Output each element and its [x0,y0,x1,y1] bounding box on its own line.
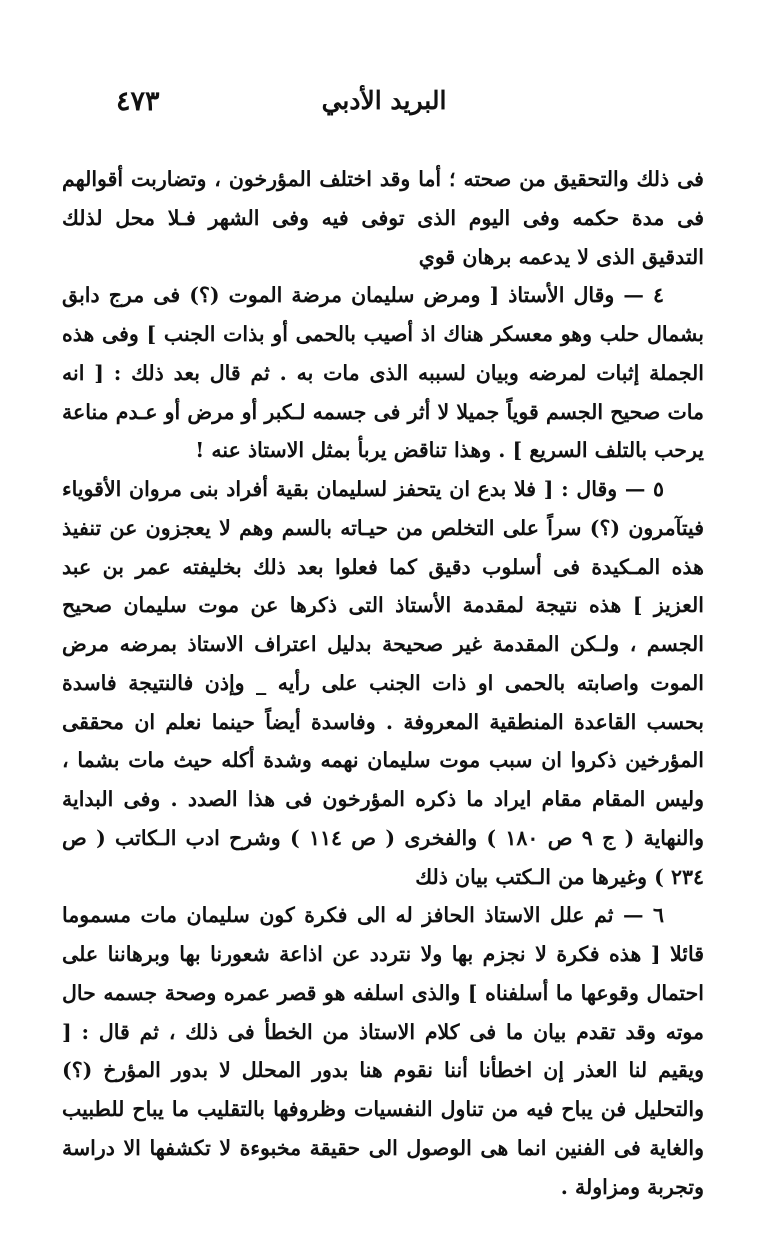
journal-name: البريد الأدبي [321,86,447,115]
article-body [62,160,704,1206]
paragraph-4: ٦ — ثم علل الاستاذ الحافز له الى فكرة كون سليمان مات مسموما قائلا [ هذه فكرة لا نجزم بها ولا نتردد عن اذاعة شعورنا بها وبرهاننا على احتمال وقوعها ما أسلفناه ] والذى اسلفه هو قصر عمره وصحة جسمه حال موته وقد تقدم بيان ما فى كلام الاستاذ من الخطأ فى ذلك ، ثم قال : [ ويقيم لنا العذر إن اخطأنا أننا نقوم هنا بدور المحلل لا بدور المؤرخ (؟) والتحليل فن يباح فيه من تناول النفسيات وظروفها بالتقليب ما يباح للطبيب والغاية فى الفنين انما هى الوصول الى حقيقة مخبوءة لا تكشفها الا دراسة وتجربة ومزاولة . [62,903,704,1199]
paragraph-3: ٥ — وقال : [ فلا بدع ان يتحفز لسليمان بقية أفراد بنى مروان الأقوياء فيتآمرون (؟) سراً على التخلص من حيـاته بالسم وهم لا يعجزون عن تنفيذ هذه المـكيدة فى أسلوب دقيق كما فعلوا بعد ذلك بخليفته عمر بن عبد العزيز ] هذه نتيجة لمقدمة الأستاذ التى ذكرها عن موت سليمان صحيح الجسم ، ولـكن المقدمة غير صحيحة بدليل اعتراف الاستاذ بمرضه مرض الموت واصابته بالحمى او ذات الجنب على رأيه _ وإذن فالنتيجة فاسدة بحسب القاعدة المنطقية المعروفة . وفاسدة أيضاً حينما نعلم ان محققى المؤرخين ذكروا ان سبب موت سليمان نهمه وشدة أكله حيث مات بشما ، وليس المقام مقام ايراد ما ذكره المؤرخون فى هذا الصدد . وفى البداية والنهاية ( ج ٩ ص ١٨٠ ) والفخرى ( ص ١١٤ ) وشرح ادب الـكاتب ( ص ٢٣٤ ) وغيرها من الـكتب بيان ذلك [62,477,705,889]
paragraph-2: ٤ — وقال الأستاذ [ ومرض سليمان مرضة الموت (؟) فى مرج دابق بشمال حلب وهو معسكر هناك اذ أصيب بالحمى أو بذات الجنب ] وفى هذه الجملة إثبات لمرضه وبيان لسببه الذى مات به . ثم قال بعد ذلك : [ انه مات صحيح الجسم قوياً جميلا لا أثر فى جسمه لـكبر أو مرض أو عـدم مناعة يرحب بالتلف السريع ] . وهذا تناقض يربأ بمثل الاستاذ عنه ! [62,283,704,463]
page-header [88,86,680,126]
page-number: ٤٧٣ [116,86,160,117]
paragraph-1: فى ذلك والتحقيق من صحته ؛ أما وقد اختلف المؤرخون ، وتضاربت أقوالهم فى مدة حكمه وفى اليوم الذى توفى فيه وفى الشهر فـلا محل لذلك التدقيق الذى لا يدعمه برهان قوي [62,167,704,269]
